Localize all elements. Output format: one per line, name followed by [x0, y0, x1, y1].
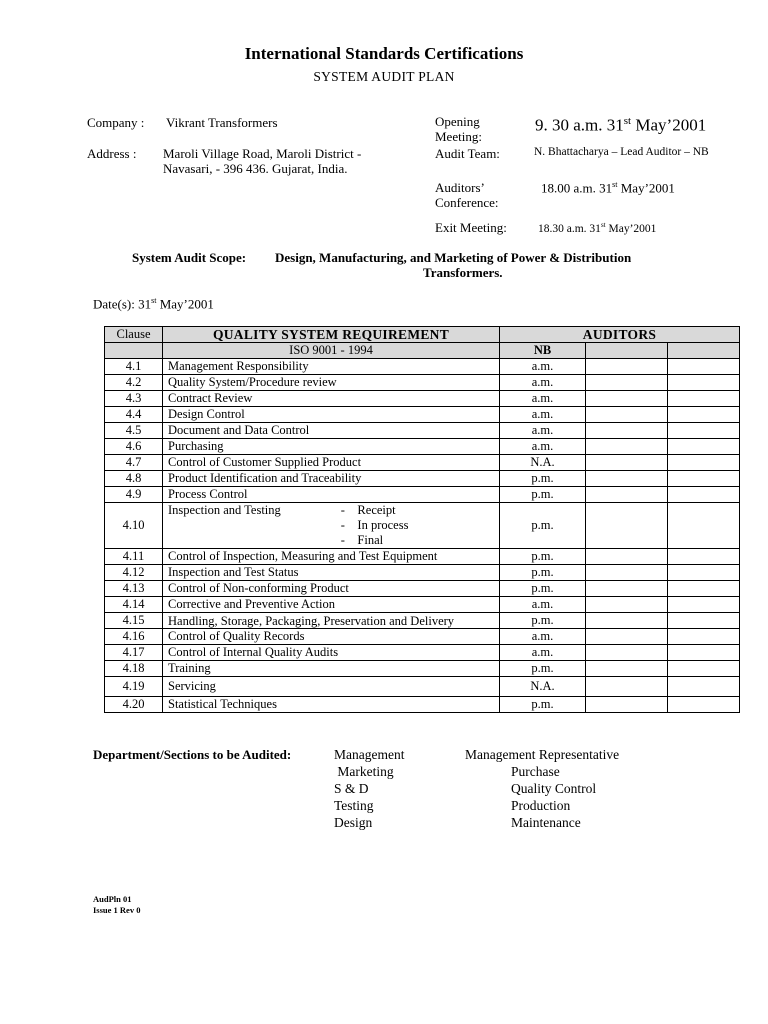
- nb-session: a.m.: [500, 359, 586, 375]
- requirement-name-text: Inspection and Testing: [168, 503, 281, 517]
- auditor-2-session: [586, 697, 668, 713]
- clause-number: 4.13: [105, 581, 163, 597]
- iso-standard-subheader: ISO 9001 - 1994: [163, 343, 500, 359]
- clause-number: 4.1: [105, 359, 163, 375]
- scope-line-2: Transformers.: [423, 265, 503, 280]
- document-title: International Standards Certifications: [244, 44, 524, 63]
- inspection-stage-item: - In process: [340, 518, 409, 532]
- company-value: Vikrant Transformers: [166, 115, 278, 130]
- table-row: [105, 697, 740, 713]
- document-subtitle: SYSTEM AUDIT PLAN: [313, 69, 455, 84]
- requirement-name: Document and Data Control: [163, 423, 500, 439]
- inspection-stages: [341, 503, 409, 548]
- clause-number: 4.4: [105, 407, 163, 423]
- auditor-3-session: [668, 439, 740, 455]
- requirement-name: Design Control: [163, 407, 500, 423]
- requirement-header: QUALITY SYSTEM REQUIREMENT: [163, 327, 500, 343]
- table-row: [105, 391, 740, 407]
- nb-session: a.m.: [500, 629, 586, 645]
- department-item: Management: [334, 747, 405, 762]
- nb-session: p.m.: [500, 549, 586, 565]
- clause-number: 4.5: [105, 423, 163, 439]
- department-item: Management Representative: [465, 747, 620, 762]
- nb-session: a.m.: [500, 645, 586, 661]
- auditor-3-session: [668, 697, 740, 713]
- requirement-name: Inspection and Test Status: [163, 565, 500, 581]
- auditor-3-session: [668, 359, 740, 375]
- opening-value: 9. 30 a.m. 31st May’2001: [535, 115, 707, 135]
- clause-number: 4.2: [105, 375, 163, 391]
- table-row: [105, 471, 740, 487]
- auditor-2-session: [586, 581, 668, 597]
- auditor-2-session: [586, 677, 668, 697]
- auditor-3-session: [668, 471, 740, 487]
- clause-number: 4.17: [105, 645, 163, 661]
- quality-system-requirements-table: [104, 326, 740, 713]
- requirement-name: Process Control: [163, 487, 500, 503]
- auditor-2-session: [586, 645, 668, 661]
- requirement-name: Contract Review: [163, 391, 500, 407]
- clause-number: 4.3: [105, 391, 163, 407]
- requirement-name: Control of Quality Records: [163, 629, 500, 645]
- requirement-name: Servicing: [163, 677, 500, 697]
- opening-label-2: Meeting:: [435, 129, 482, 144]
- auditor-3-session: [668, 407, 740, 423]
- table-row: [105, 581, 740, 597]
- auditor-3-session: [668, 375, 740, 391]
- department-item: Production: [511, 798, 571, 813]
- auditor-2-session: [586, 487, 668, 503]
- table-row: [105, 439, 740, 455]
- nb-auditor-header: NB: [500, 343, 586, 359]
- auditor-2-session: [586, 359, 668, 375]
- requirement-name: Quality System/Procedure review: [163, 375, 500, 391]
- auditor-3-session: [668, 645, 740, 661]
- clause-subheader-blank: [105, 343, 163, 359]
- auditors-conference-value: 18.00 a.m. 31st May’2001: [541, 180, 675, 196]
- auditor-2-session: [586, 597, 668, 613]
- nb-session: p.m.: [500, 471, 586, 487]
- auditor-3-session: [668, 565, 740, 581]
- nb-session: p.m.: [500, 487, 586, 503]
- table-row: [105, 375, 740, 391]
- scope-line-1: Design, Manufacturing, and Marketing of Power & Distribution: [275, 250, 632, 265]
- requirement-name: Control of Inspection, Measuring and Test Equipment: [163, 549, 500, 565]
- requirement-name: Purchasing: [163, 439, 500, 455]
- clause-number: 4.18: [105, 661, 163, 677]
- clause-number: 4.9: [105, 487, 163, 503]
- requirement-name: Management Responsibility: [163, 359, 500, 375]
- company-label: Company :: [87, 115, 145, 130]
- department-item: Purchase: [511, 764, 560, 779]
- requirement-name: Product Identification and Traceability: [163, 471, 500, 487]
- clause-number: 4.19: [105, 677, 163, 697]
- nb-session: a.m.: [500, 407, 586, 423]
- requirement-name: Control of Customer Supplied Product: [163, 455, 500, 471]
- department-item: Design: [334, 815, 373, 830]
- auditor-3-session: [668, 677, 740, 697]
- auditor-2-session: [586, 423, 668, 439]
- table-row: [105, 645, 740, 661]
- table-row: [105, 423, 740, 439]
- table-row: [105, 565, 740, 581]
- auditor-3-session: [668, 661, 740, 677]
- requirement-name: Statistical Techniques: [163, 697, 500, 713]
- auditor-2-session: [586, 471, 668, 487]
- clause-number: 4.14: [105, 597, 163, 613]
- auditor-3-session: [668, 629, 740, 645]
- table-row: [105, 613, 740, 629]
- form-code: AudPln 01: [93, 894, 132, 904]
- address-line-2: Navasari, - 396 436. Gujarat, India.: [163, 161, 348, 176]
- table-row: [105, 661, 740, 677]
- auditors-conference-label-1: Auditors’: [435, 180, 485, 195]
- auditor-2-session: [586, 375, 668, 391]
- clause-number: 4.12: [105, 565, 163, 581]
- nb-session: a.m.: [500, 391, 586, 407]
- departments-label: Department/Sections to be Audited:: [93, 747, 292, 762]
- requirement-name: Training: [163, 661, 500, 677]
- clause-number: 4.20: [105, 697, 163, 713]
- table-row: [105, 629, 740, 645]
- clause-number: 4.7: [105, 455, 163, 471]
- table-row: [105, 503, 740, 549]
- inspection-stage-item: - Final: [340, 533, 384, 547]
- exit-meeting-value: 18.30 a.m. 31st May’2001: [538, 221, 657, 235]
- nb-session: p.m.: [500, 613, 586, 629]
- nb-session: a.m.: [500, 597, 586, 613]
- nb-session: p.m.: [500, 581, 586, 597]
- exit-meeting-label: Exit Meeting:: [435, 220, 507, 235]
- audit-team-label: Audit Team:: [435, 146, 500, 161]
- clause-number: 4.11: [105, 549, 163, 565]
- auditor-2-session: [586, 439, 668, 455]
- nb-session: N.A.: [500, 455, 586, 471]
- table-row: [105, 677, 740, 697]
- requirement-name: Handling, Storage, Packaging, Preservation and Delivery: [163, 613, 500, 629]
- department-item: Quality Control: [511, 781, 597, 796]
- department-item: Testing: [334, 798, 374, 813]
- nb-session: a.m.: [500, 375, 586, 391]
- clause-number: 4.8: [105, 471, 163, 487]
- nb-session: p.m.: [500, 661, 586, 677]
- auditor-2-session: [586, 503, 668, 549]
- table-row: [105, 455, 740, 471]
- requirement-name: Control of Internal Quality Audits: [163, 645, 500, 661]
- auditor-3-session: [668, 455, 740, 471]
- auditor-2-header: [586, 343, 668, 359]
- auditor-3-session: [668, 487, 740, 503]
- auditors-conference-label-2: Conference:: [435, 195, 499, 210]
- auditor-2-session: [586, 455, 668, 471]
- auditor-2-session: [586, 661, 668, 677]
- clause-number: 4.10: [105, 503, 163, 549]
- auditor-3-session: [668, 423, 740, 439]
- auditor-3-session: [668, 549, 740, 565]
- table-row: [105, 549, 740, 565]
- requirement-name: Control of Non-conforming Product: [163, 581, 500, 597]
- auditor-3-session: [668, 597, 740, 613]
- form-issue-revision: Issue 1 Rev 0: [93, 905, 141, 915]
- table-row: [105, 487, 740, 503]
- department-item: S & D: [334, 781, 369, 796]
- table-row: [105, 359, 740, 375]
- opening-label-1: Opening: [435, 114, 480, 129]
- auditor-2-session: [586, 613, 668, 629]
- department-item: Marketing: [334, 764, 394, 779]
- table-row: [105, 597, 740, 613]
- department-item: Maintenance: [511, 815, 581, 830]
- requirement-name: Corrective and Preventive Action: [163, 597, 500, 613]
- auditor-2-session: [586, 549, 668, 565]
- clause-header: Clause: [105, 327, 163, 343]
- auditor-3-session: [668, 581, 740, 597]
- auditor-3-session: [668, 503, 740, 549]
- nb-session: p.m.: [500, 503, 586, 549]
- scope-label: System Audit Scope:: [132, 250, 247, 265]
- auditor-2-session: [586, 407, 668, 423]
- address-line-1: Maroli Village Road, Maroli District -: [163, 146, 362, 161]
- address-label: Address :: [87, 146, 137, 161]
- table-row: [105, 407, 740, 423]
- auditors-header: AUDITORS: [500, 327, 740, 343]
- audit-team-value: N. Bhattacharya – Lead Auditor – NB: [534, 146, 709, 158]
- nb-session: a.m.: [500, 423, 586, 439]
- nb-session: a.m.: [500, 439, 586, 455]
- nb-session: p.m.: [500, 697, 586, 713]
- requirement-name: [163, 503, 500, 549]
- auditor-2-session: [586, 565, 668, 581]
- inspection-stage-item: - Receipt: [340, 503, 396, 517]
- auditor-3-session: [668, 391, 740, 407]
- auditor-2-session: [586, 629, 668, 645]
- clause-number: 4.6: [105, 439, 163, 455]
- clause-number: 4.16: [105, 629, 163, 645]
- audit-dates: Date(s): 31st May’2001: [93, 296, 214, 312]
- nb-session: p.m.: [500, 565, 586, 581]
- auditor-3-header: [668, 343, 740, 359]
- auditor-2-session: [586, 391, 668, 407]
- clause-number: 4.15: [105, 613, 163, 629]
- nb-session: N.A.: [500, 677, 586, 697]
- auditor-3-session: [668, 613, 740, 629]
